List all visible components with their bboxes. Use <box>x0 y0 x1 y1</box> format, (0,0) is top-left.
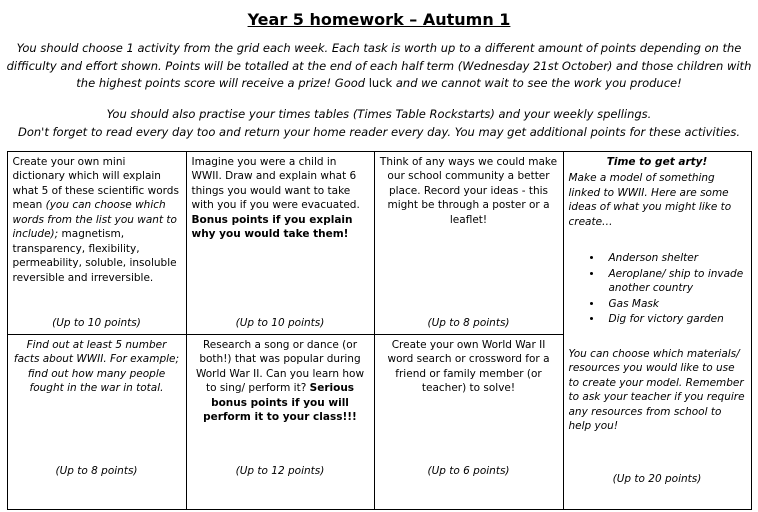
cell-evacuee-items-text: Imagine you were a child in WWII. Draw and explain what 6 things you would want to take with you if you were evacuated. <box>191 155 360 212</box>
intro-paragraph-2-line-2: Don't forget to read every day too and return your home reader every day. You may get additional points for these activities. <box>17 124 740 139</box>
cell-get-arty-outro: You can choose which materials/ resources you would like to use to create your model. Remember to ask your teacher if you require any resources from school to help you! <box>568 347 745 433</box>
intro-paragraph-2-line-1: You should also practise your times tables (Times Table Rockstarts) and your weekly spellings. <box>106 107 652 122</box>
page-title: Year 5 homework – Autumn 1 <box>247 10 511 29</box>
intro-paragraph-1-text-end: and we cannot wait to see the work you produce! <box>395 76 682 91</box>
intro-paragraph-1 <box>5 40 753 93</box>
list-item: • Dig for victory garden <box>603 312 746 326</box>
points-label: (Up to 10 points) <box>235 317 325 330</box>
points-label: (Up to 20 points) <box>612 473 702 486</box>
cell-number-facts-text: Find out at least 5 number facts about WWII. For example; find out how many people fought in the war in total. <box>13 338 180 395</box>
cell-song-dance <box>186 334 374 509</box>
cell-get-arty-intro: Make a model of something linked to WWII. Here are some ideas of what you might like to create… <box>568 172 732 228</box>
cell-get-arty-ideas-list <box>569 251 746 326</box>
cell-song-dance-bonus: Serious bonus points if you will perform it to your class!!! <box>203 382 357 424</box>
cell-number-facts <box>7 334 186 509</box>
cell-evacuee-items-bonus: Bonus points if you explain why you would take them! <box>191 213 353 241</box>
intro-paragraph-1-upright-word: luck <box>368 76 393 91</box>
cell-evacuee-items <box>186 151 374 334</box>
cell-song-dance-text: Research a song or dance (or both!) that was popular during World War II. Can you learn how to sing/ perform it? <box>195 338 365 395</box>
points-label: (Up to 8 points) <box>55 465 138 478</box>
cell-mini-dictionary <box>7 151 186 334</box>
intro-paragraph-2 <box>5 106 753 142</box>
homework-grid-table <box>7 151 752 510</box>
cell-mini-dictionary-aside: (you can choose which words from the list you want to include); <box>12 199 177 241</box>
list-item: • Gas Mask <box>603 297 746 311</box>
points-label: (Up to 6 points) <box>427 465 510 478</box>
cell-get-arty <box>563 151 751 509</box>
cell-mini-dictionary-words: magnetism, transparency, flexibility, permeability, soluble, insoluble reversible and irreversible. <box>12 228 177 284</box>
cell-mini-dictionary-text: Create your own mini dictionary which will explain what 5 of these scientific words mean <box>12 155 179 212</box>
cell-word-search <box>374 334 563 509</box>
list-item: • Aeroplane/ ship to invade another country <box>603 267 746 296</box>
list-item: • Anderson shelter <box>603 251 746 265</box>
points-label: (Up to 10 points) <box>52 317 141 330</box>
cell-word-search-text: Create your own World War II word search or crossword for a friend or family member (or teacher) to solve! <box>387 338 550 395</box>
intro-paragraph-1-text: You should choose 1 activity from the grid each week. Each task is worth up to a different amount of points depending on the difficulty and effort shown. Points will be totalled at the end of each half term (Wednesday 21st October) and those children with the highest points score will receive a prize! Good <box>6 40 752 91</box>
points-label: (Up to 12 points) <box>235 465 325 478</box>
cell-school-community-text: Think of any ways we could make our school community a better place. Record your ideas - this might be through a poster or a leaflet! <box>379 155 558 226</box>
points-label: (Up to 8 points) <box>427 317 510 330</box>
cell-school-community <box>374 151 563 334</box>
cell-get-arty-heading: Time to get arty! <box>606 155 708 168</box>
